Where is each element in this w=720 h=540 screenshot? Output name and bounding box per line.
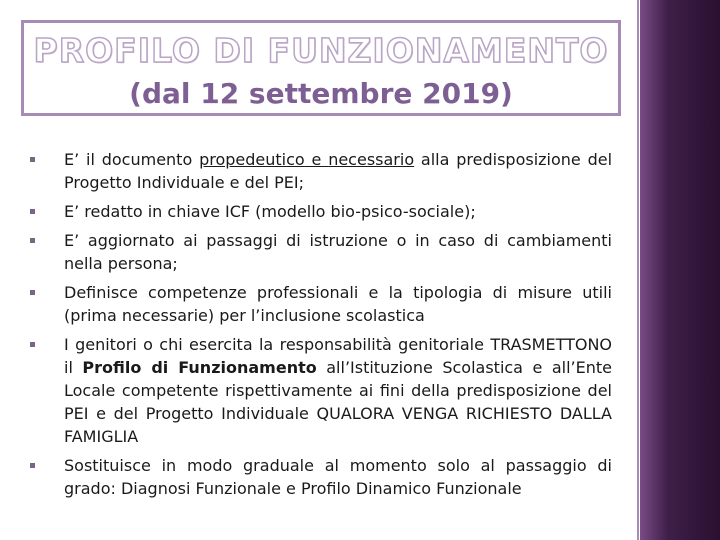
- title-box: [21, 20, 621, 116]
- bullet-item-2: E’ redatto in chiave ICF (modello bio-psico-sociale);: [30, 200, 612, 223]
- bullet-marker-icon: [30, 209, 35, 214]
- decorative-sidebar: [640, 0, 720, 540]
- bullet-item-5: I genitori o chi esercita la responsabilità genitoriale TRASMETTONO il Profilo di Funzionamento all’Istituzione Scolastica e all’Ente Locale competente rispettivamente ai fini della predisposizione del PEI e del Progetto Individuale QUALORA VENGA RICHIESTO DALLA FAMIGLIA: [30, 333, 612, 448]
- bullet-list: [30, 148, 612, 506]
- page-subtitle: (dal 12 settembre 2019): [129, 77, 513, 110]
- bullet-item-6: Sostituisce in modo graduale al momento solo al passaggio di grado: Diagnosi Funzionale e Profilo Dinamico Funzionale: [30, 454, 612, 500]
- bullet-marker-icon: [30, 463, 35, 468]
- bullet-marker-icon: [30, 290, 35, 295]
- bullet-marker-icon: [30, 157, 35, 162]
- bullet-marker-icon: [30, 238, 35, 243]
- page-title: PROFILO DI FUNZIONAMENTO: [33, 31, 609, 70]
- bullet-item-1: E’ il documento propedeutico e necessario alla predisposizione del Progetto Individuale e del PEI;: [30, 148, 612, 194]
- bullet-item-4: Definisce competenze professionali e la tipologia di misure utili (prima necessarie) per l’inclusione scolastica: [30, 281, 612, 327]
- bullet-marker-icon: [30, 342, 35, 347]
- bullet-item-3: E’ aggiornato ai passaggi di istruzione o in caso di cambiamenti nella persona;: [30, 229, 612, 275]
